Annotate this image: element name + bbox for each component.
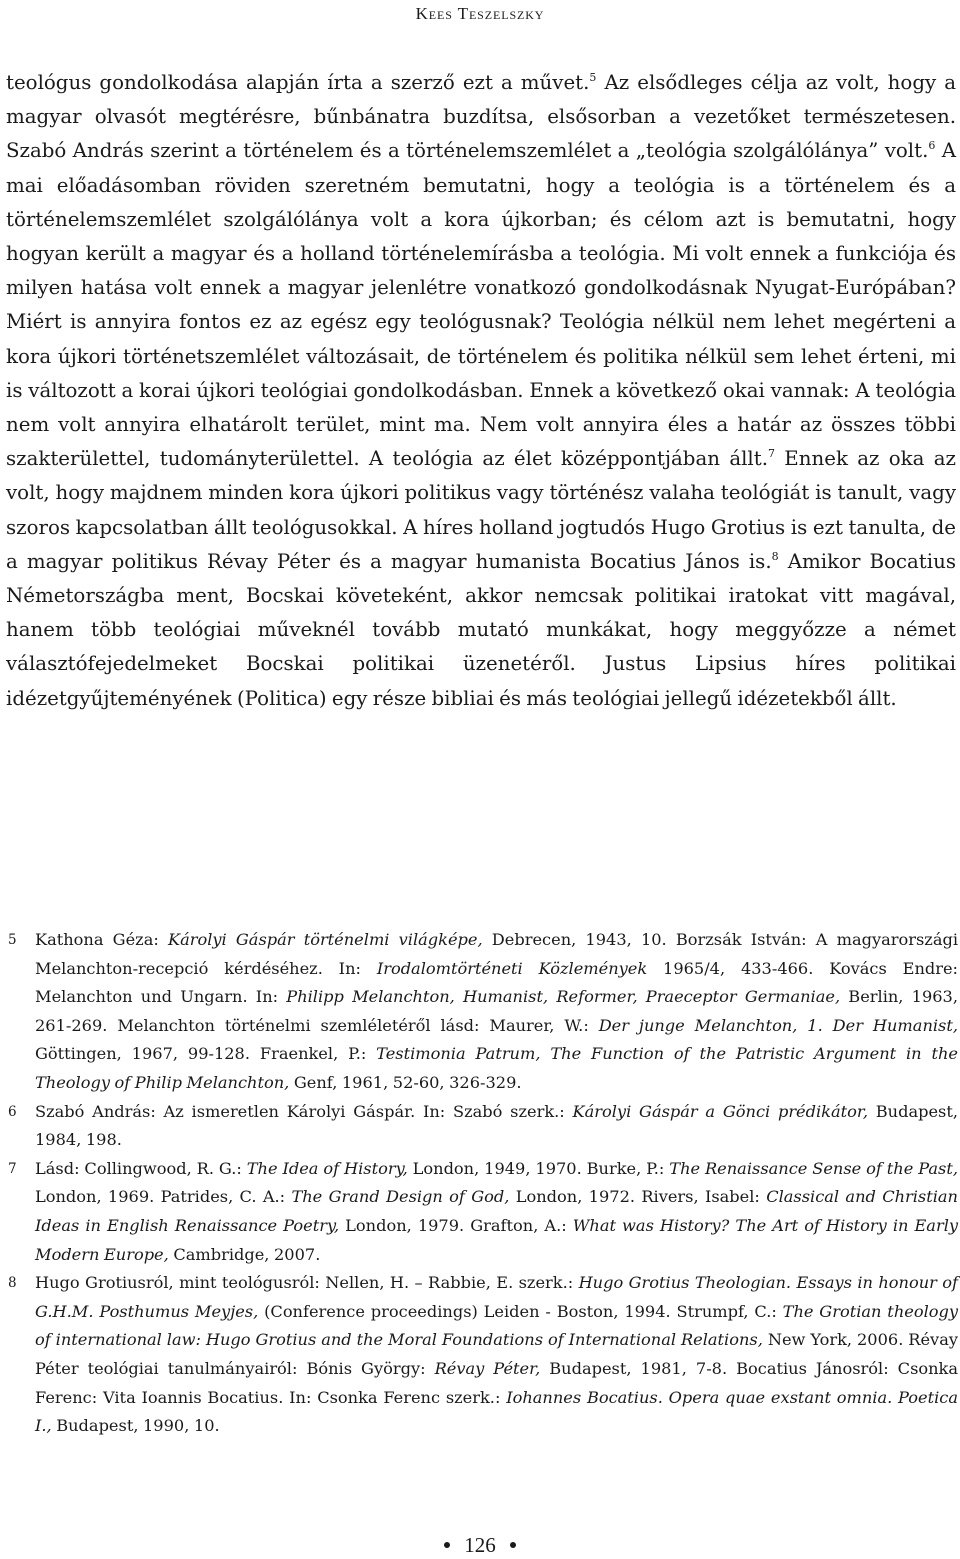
footnote-text-segment: (Conference proceedings) Leiden - Boston, 1994. Strumpf, C.: — [258, 1301, 783, 1321]
body-text-segment: A mai előadásomban röviden szeretném bemutatni, hogy a teológia is a történelem és a történelemszemlélet szolgálólánya volt a kora újkorban; és célom azt is bemutatni, hogy hogyan került a magyar és a holland történelemírásba a teológia. Mi volt ennek a funkciója és milyen hatása volt ennek a magyar jelenlétre vonatkozó gondolkodásnak Nyugat-Európában? Miért is annyira fontos ez az egész egy teológusnak? Teológia nélkül nem lehet megérteni a kora újkori történetszemlélet változásait, de történelem és politika nélkül sem lehet érteni, mi is változott a korai újkori teológiai gondolkodásban. Ennek a következő okai vannak: A teológia nem volt annyira elhatárolt terület, mint ma. Nem volt annyira éles a határ az összes többi szakterülettel, tudományterülettel. A teológia az élet középpontjában állt. — [6, 139, 956, 471]
body-text-segment: Ennek az oka az volt, hogy majdnem minden kora újkori politikus vagy történész valaha teológiát is tanult, vagy szoros kapcsolatban állt teológusokkal. A híres holland jogtudós Hugo Grotius is ezt tanulta, de a magyar politikus Révay Péter és a magyar humanista Bocatius János is. — [6, 447, 956, 573]
footnote-title: The Idea of History, — [246, 1158, 408, 1178]
footnote-text-segment: New York, 2006. Révay Péter teológiai tanulmányairól: Bónis György: — [35, 1330, 958, 1378]
footnote-text-segment: Budapest, 1984, 198. — [35, 1101, 959, 1150]
footnote-number: 7 — [8, 1160, 17, 1177]
footnote-text-segment: Debrecen, 1943, 10. Borzsák István: A magyarországi Melanchton-recepció kérdéséhez. In: — [35, 930, 959, 978]
footnote-ref[interactable]: 5 — [589, 71, 597, 84]
footnote-text-segment: Kathona Géza: — [35, 930, 168, 949]
footnote-title: The Grotian theology of international law: Hugo Grotius and the Moral Foundations of International Relations, — [35, 1301, 958, 1350]
footnote-text-segment: Hugo Grotiusról, mint teológusról: Nellen, H. – Rabbie, E. szerk.: — [35, 1273, 579, 1293]
footnote-title: Iohannes Bocatius. Opera quae exstant omnia. Poetica I., — [35, 1387, 958, 1436]
footnote-number: 6 — [8, 1103, 17, 1120]
footnote-text-segment: London, 1949, 1970. Burke, P.: — [407, 1158, 670, 1178]
footnote-text-segment: Berlin, 1963, 261-269. Melanchton történelmi szemléletéről lásd: Maurer, W.: — [35, 987, 958, 1035]
footnote-text — [35, 1269, 958, 1441]
page-footer — [0, 1532, 960, 1558]
footnote-title: Hugo Grotius Theologian. Essays in honour of G.H.M. Posthumus Meyjes, — [35, 1273, 958, 1321]
footnote-title: The Renaissance Sense of the Past, — [669, 1158, 958, 1178]
body-text-segment: Az elsődleges célja az volt, hogy a magyar olvasót megtérésre, bűnbánatra buzdítsa, elsősorban a vezetőket természetesen. Szabó András szerint a történelem és a történelemszemlélet a „teológia szolgálólánya” volt. — [6, 71, 957, 163]
footnote-ref[interactable]: 6 — [928, 139, 936, 153]
footnote — [0, 1098, 958, 1155]
body-text-segment: teológus gondolkodása alapján írta a szerző ezt a művet. — [6, 71, 590, 94]
running-head: Kees Teszelszky — [415, 4, 545, 23]
footnote-title: Testimonia Patrum, The Function of the Patristic Argument in the Theology of Philip Melanchton, — [35, 1044, 958, 1092]
footnote-text-segment: Szabó András: Az ismeretlen Károlyi Gáspár. In: Szabó szerk.: — [35, 1101, 573, 1121]
footnote-title: The Grand Design of God, — [291, 1187, 510, 1207]
footnote-ref[interactable]: 8 — [771, 549, 779, 563]
footnote — [0, 926, 958, 1098]
bullet-icon — [444, 1542, 450, 1548]
footnote-text-segment: Budapest, 1990, 10. — [51, 1416, 220, 1436]
body-text-segment: Amikor Bocatius Németországba ment, Bocskai követeként, akkor nemcsak politikai iratokat vitt magával, hanem több teológiai műveknél tovább mutató munkákat, hogy meggyőzze a német választófejedelmeket Bocskai politikai üzenetéről. Justus Lipsius híres politikai idézetgyűjteményének (Politica) egy része bibliai és más teológiai jellegű idézetekből állt. — [6, 549, 956, 710]
footnote-title: Der junge Melanchton, 1. Der Humanist, — [598, 1015, 958, 1035]
footnote-text — [35, 1098, 958, 1155]
footnote-text-segment: Göttingen, 1967, 99-128. Fraenkel, P.: — [35, 1044, 377, 1064]
footnote-title: Irodalomtörténeti Közlemények — [376, 958, 648, 978]
page-number: 126 — [464, 1533, 496, 1557]
footnote-text-segment: 1965/4, 433-466. Kovács Endre: Melanchton und Ungarn. In: — [35, 958, 959, 1007]
footnote-title: Révay Péter, — [434, 1358, 541, 1378]
footnote-text-segment: London, 1969. Patrides, C. A.: — [35, 1187, 292, 1207]
footnote-text-segment: London, 1979. Grafton, A.: — [339, 1215, 573, 1235]
footnote-ref[interactable]: 7 — [768, 447, 775, 461]
footnote-number: 8 — [8, 1275, 17, 1292]
footnote-text-segment: Genf, 1961, 52-60, 326-329. — [289, 1072, 522, 1092]
footnotes-section — [0, 926, 958, 1441]
footnote-text-segment: Cambridge, 2007. — [168, 1244, 321, 1264]
footnote-text-segment: Lásd: Collingwood, R. G.: — [35, 1158, 247, 1178]
footnote-title: Philipp Melanchton, Humanist, Reformer, Praeceptor Germaniae, — [286, 987, 841, 1007]
footnote — [0, 1269, 958, 1441]
footnote-text — [35, 926, 958, 1098]
footnote — [0, 1155, 958, 1269]
bullet-icon — [510, 1542, 516, 1548]
footnote-title: Classical and Christian Ideas in English Renaissance Poetry, — [35, 1187, 958, 1235]
main-paragraph — [6, 66, 956, 716]
footnote-number: 5 — [8, 932, 17, 948]
footnote-text — [35, 1155, 958, 1269]
footnote-title: What was History? The Art of History in Early Modern Europe, — [35, 1215, 959, 1264]
footnote-title: Károlyi Gáspár történelmi világképe, — [167, 930, 483, 949]
footnote-text-segment: London, 1972. Rivers, Isabel: — [509, 1187, 767, 1207]
footnote-text-segment: Budapest, 1981, 7-8. Bocatius Jánosról: Csonka Ferenc: Vita Ioannis Bocatius. In: Csonka Ferenc szerk.: — [35, 1358, 959, 1407]
footnote-title: Károlyi Gáspár a Gönci prédikátor, — [572, 1101, 868, 1121]
